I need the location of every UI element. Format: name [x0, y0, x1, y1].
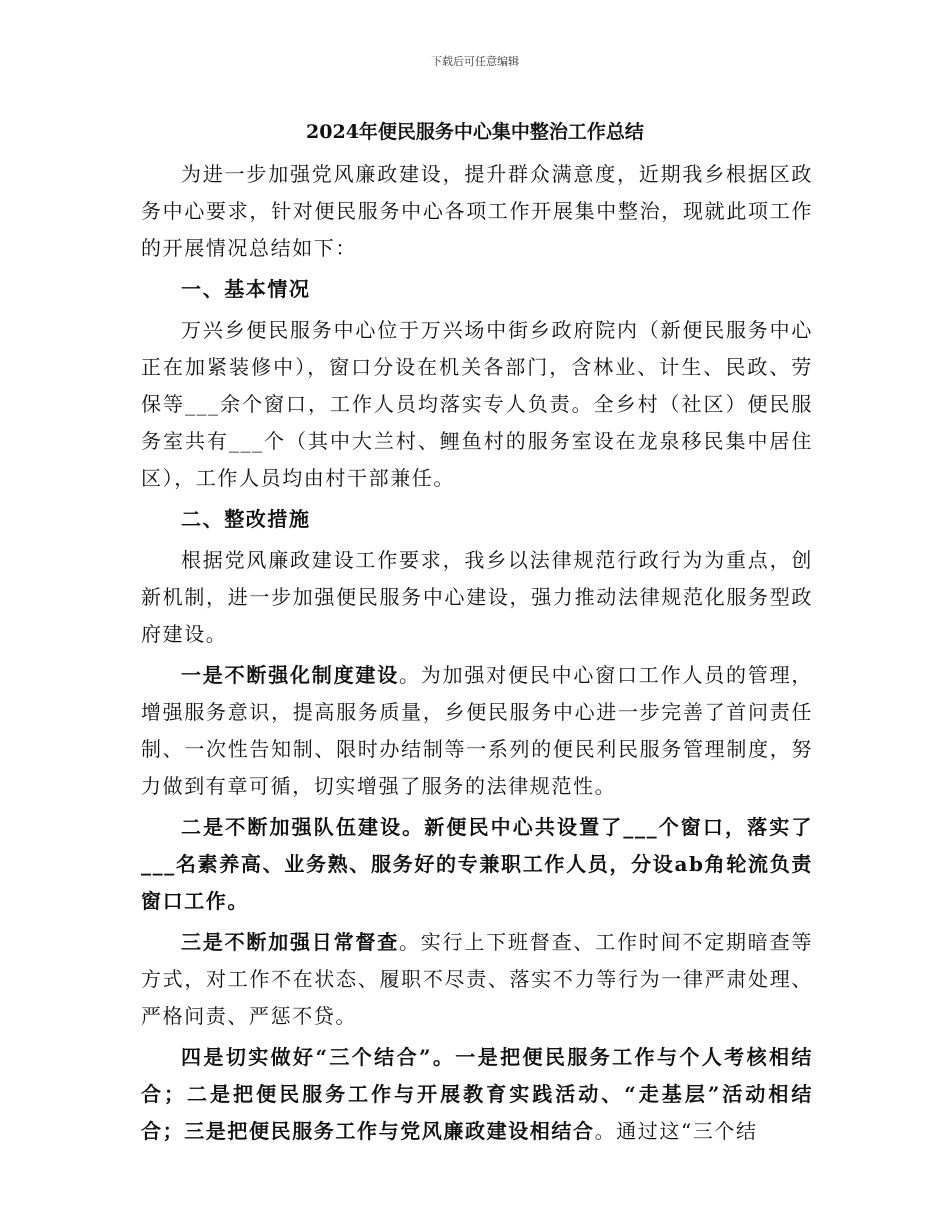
- point-rest-3: 。实行上下班督查、工作时间不定期暗查等方式，对工作不在状态、履职不尽责、落实不力等行为一律严肃处理、严格问责、严惩不贷。: [141, 930, 813, 1028]
- page-header-note: 下载后可任意编辑: [431, 55, 519, 68]
- section-paragraph-measures: 根据党风廉政建设工作要求，我乡以法律规范行政行为为重点，创新机制，进一步加强便民服务中心建设，强力推动法律规范化服务型政府建设。: [141, 548, 813, 646]
- point-lead-3: 三是不断加强日常督查: [181, 930, 399, 954]
- section-heading-measures: 二、整改措施: [181, 507, 311, 531]
- document-title: 2024年便民服务中心集中整治工作总结: [306, 121, 644, 143]
- point-rest-1: 。为加强对便民中心窗口工作人员的管理，增强服务意识，提高服务质量，乡便民服务中心进一步完善了首问责任制、一次性告知制、限时办结制等一系列的便民利民服务管理制度，努力做到有章可循，切实增强了服务的法律规范性。: [141, 663, 813, 798]
- point-paragraph-2: [141, 809, 813, 920]
- intro-paragraph: 为进一步加强党风廉政建设，提升群众满意度，近期我乡根据区政务中心要求，针对便民服务中心各项工作开展集中整治，现就此项工作的开展情况总结如下：: [141, 162, 813, 260]
- point-paragraph-3: [141, 924, 813, 1035]
- section-paragraph-basic: 万兴乡便民服务中心位于万兴场中街乡政府院内（新便民服务中心正在加紧装修中），窗口分设在机关各部门，含林业、计生、民政、劳保等___余个窗口，工作人员均落实专人负责。全乡村（社区）便民服务室共有___个（其中大兰村、鲤鱼村的服务室设在龙泉移民集中居住区），工作人员均由村干部兼任。: [141, 318, 813, 490]
- point-lead-2: 二是不断加强队伍建设。新便民中心共设置了___个窗口，落实了___名素养高、业务熟、服务好的专兼职工作人员，分设ab角轮流负责窗口工作。: [141, 815, 813, 913]
- point-rest-4: 。通过这“三个结: [594, 1119, 758, 1143]
- point-paragraph-1: [141, 657, 813, 805]
- point-lead-1: 一是不断强化制度建设: [181, 663, 399, 687]
- document-body: [141, 156, 813, 1150]
- point-paragraph-4: [141, 1039, 813, 1150]
- point-lead-4: 四是切实做好“三个结合”。一是把便民服务工作与个人考核相结合；二是把便民服务工作与开展教育实践活动、“走基层”活动相结合；三是把便民服务工作与党风廉政建设相结合: [141, 1045, 813, 1143]
- section-heading-basic: 一、基本情况: [181, 277, 311, 301]
